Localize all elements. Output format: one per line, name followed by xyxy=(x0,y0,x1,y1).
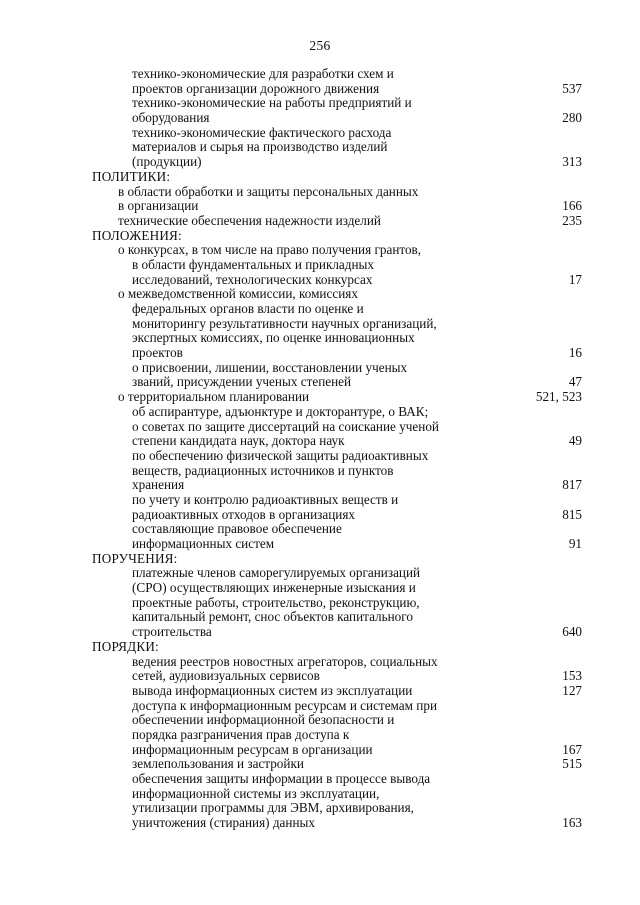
page-reference: 313 xyxy=(562,154,582,170)
entry-line: (СРО) осуществляющих инженерные изыскания и xyxy=(132,580,416,596)
page-reference: 640 xyxy=(562,624,582,640)
index-entry xyxy=(0,126,640,170)
entry-text xyxy=(0,243,512,258)
index-heading: ПОЛОЖЕНИЯ: xyxy=(92,227,182,243)
entry-line: о советах по защите диссертаций на соискание ученой xyxy=(132,418,439,434)
index-heading: ПОЛИТИКИ: xyxy=(92,168,171,184)
index-entry xyxy=(0,684,640,699)
entry-line: об аспирантуре, адъюнктуре и докторантуре, о ВАК; xyxy=(132,403,429,419)
page-reference: 47 xyxy=(568,374,582,390)
entry-line: (продукции) xyxy=(132,154,202,170)
index-entries xyxy=(0,67,640,831)
page-reference: 280 xyxy=(562,110,582,126)
page-reference xyxy=(512,287,582,302)
entry-line: уничтожения (стирания) данных xyxy=(132,815,315,831)
entry-line: доступа к информационным ресурсам и системам при xyxy=(132,697,438,713)
entry-text xyxy=(0,772,512,831)
index-entry xyxy=(0,243,640,258)
index-entry xyxy=(0,655,640,684)
entry-text xyxy=(0,699,512,758)
entry-line: технико-экономические фактического расхода xyxy=(132,124,392,140)
page-reference: 153 xyxy=(562,668,582,684)
page-reference: 817 xyxy=(562,477,582,493)
entry-line: в области фундаментальных и прикладных xyxy=(132,256,375,272)
entry-text xyxy=(0,449,512,493)
entry-line: проектные работы, строительство, реконструкцию, xyxy=(132,594,420,610)
entry-text xyxy=(0,361,512,390)
index-entry xyxy=(0,214,640,229)
page-number: 256 xyxy=(309,38,331,53)
index-entry xyxy=(0,185,640,214)
entry-text xyxy=(0,684,512,699)
entry-text xyxy=(0,302,512,361)
entry-line: о присвоении, лишении, восстановлении ученых xyxy=(132,359,408,375)
entry-line: о межведомственной комиссии, комиссиях xyxy=(118,286,358,302)
index-heading: ПОРЯДКИ: xyxy=(92,638,159,654)
entry-line: утилизации программы для ЭВМ, архивирования, xyxy=(132,800,414,816)
entry-text xyxy=(0,214,512,229)
entry-line: информационных систем xyxy=(132,536,275,552)
index-entry xyxy=(0,449,640,493)
entry-line: составляющие правовое обеспечение xyxy=(132,521,342,537)
entry-line: технические обеспечения надежности изделий xyxy=(118,212,381,228)
page-reference: 16 xyxy=(568,345,582,361)
entry-text xyxy=(0,757,512,772)
page-reference: 127 xyxy=(562,682,582,698)
entry-line: степени кандидата наук, доктора наук xyxy=(132,433,345,449)
entry-line: в области обработки и защиты персональных данных xyxy=(118,183,419,199)
entry-line: мониторингу результативности научных организаций, xyxy=(132,315,437,331)
entry-line: материалов и сырья на производство изделий xyxy=(132,139,388,155)
entry-text xyxy=(0,67,512,96)
entry-text xyxy=(0,390,512,405)
index-entry xyxy=(0,302,640,361)
index-entry xyxy=(0,67,640,96)
entry-line: порядка разграничения прав доступа к xyxy=(132,726,350,742)
page-reference: 515 xyxy=(562,756,582,772)
entry-line: капитальный ремонт, снос объектов капитального xyxy=(132,609,413,625)
entry-line: обеспечения защиты информации в процессе вывода xyxy=(132,771,431,787)
index-entry xyxy=(0,566,640,639)
index-entry xyxy=(0,493,640,522)
index-entry xyxy=(0,361,640,390)
entry-text xyxy=(0,493,512,522)
index-entry xyxy=(0,287,640,302)
entry-text xyxy=(0,185,512,214)
entry-line: по обеспечению физической защиты радиоактивных xyxy=(132,447,429,463)
entry-text xyxy=(0,566,512,639)
page-reference xyxy=(512,243,582,258)
entry-line: хранения xyxy=(132,477,185,493)
entry-line: вывода информационных систем из эксплуатации xyxy=(132,682,413,698)
entry-line: технико-экономические на работы предприятий и xyxy=(132,95,412,111)
index-entry xyxy=(0,405,640,449)
index-entry xyxy=(0,390,640,405)
entry-line: радиоактивных отходов в организациях xyxy=(132,506,355,522)
entry-line: проектов xyxy=(132,345,183,361)
entry-line: землепользования и застройки xyxy=(132,756,304,772)
entry-text xyxy=(0,287,512,302)
entry-line: о конкурсах, в том числе на право получения грантов, xyxy=(118,242,422,258)
entry-line: информационной системы из эксплуатации, xyxy=(132,785,380,801)
page-reference: 91 xyxy=(568,536,582,552)
entry-text xyxy=(0,655,512,684)
entry-line: о территориальном планировании xyxy=(118,389,310,405)
entry-line: информационным ресурсам в организации xyxy=(132,741,373,757)
entry-line: оборудования xyxy=(132,110,210,126)
page-reference: 17 xyxy=(568,271,582,287)
entry-line: федеральных органов власти по оценке и xyxy=(132,301,364,317)
entry-text xyxy=(0,96,512,125)
entry-line: по учету и контролю радиоактивных веществ и xyxy=(132,491,399,507)
page-reference: 537 xyxy=(562,80,582,96)
index-entry xyxy=(0,96,640,125)
entry-line: в организации xyxy=(118,198,199,214)
entry-line: веществ, радиационных источников и пунктов xyxy=(132,462,394,478)
index-entry xyxy=(0,772,640,831)
entry-line: сетей, аудиовизуальных сервисов xyxy=(132,668,320,684)
index-entry xyxy=(0,757,640,772)
index-heading: ПОРУЧЕНИЯ: xyxy=(92,550,178,566)
entry-text xyxy=(0,126,512,170)
page-reference: 163 xyxy=(562,815,582,831)
entry-text xyxy=(0,522,512,551)
entry-line: ведения реестров новостных агрегаторов, социальных xyxy=(132,653,438,669)
entry-text xyxy=(0,258,512,287)
entry-line: технико-экономические для разработки схем и xyxy=(132,66,394,81)
page-reference: 166 xyxy=(562,198,582,214)
entry-line: платежные членов саморегулируемых организаций xyxy=(132,565,421,581)
page-reference: 235 xyxy=(562,212,582,228)
page-reference: 521, 523 xyxy=(535,389,582,405)
entry-line: исследований, технологических конкурсах xyxy=(132,271,373,287)
entry-line: экспертных комиссиях, по оценке инновационных xyxy=(132,330,415,346)
entry-line: строительства xyxy=(132,624,212,640)
page-reference: 49 xyxy=(568,433,582,449)
index-entry xyxy=(0,699,640,758)
index-entry xyxy=(0,522,640,551)
entry-text xyxy=(0,405,512,449)
entry-line: проектов организации дорожного движения xyxy=(132,80,380,96)
page-reference: 167 xyxy=(562,741,582,757)
index-entry xyxy=(0,258,640,287)
page-reference: 815 xyxy=(562,506,582,522)
entry-line: обеспечении информационной безопасности и xyxy=(132,712,395,728)
entry-line: званий, присуждении ученых степеней xyxy=(132,374,352,390)
